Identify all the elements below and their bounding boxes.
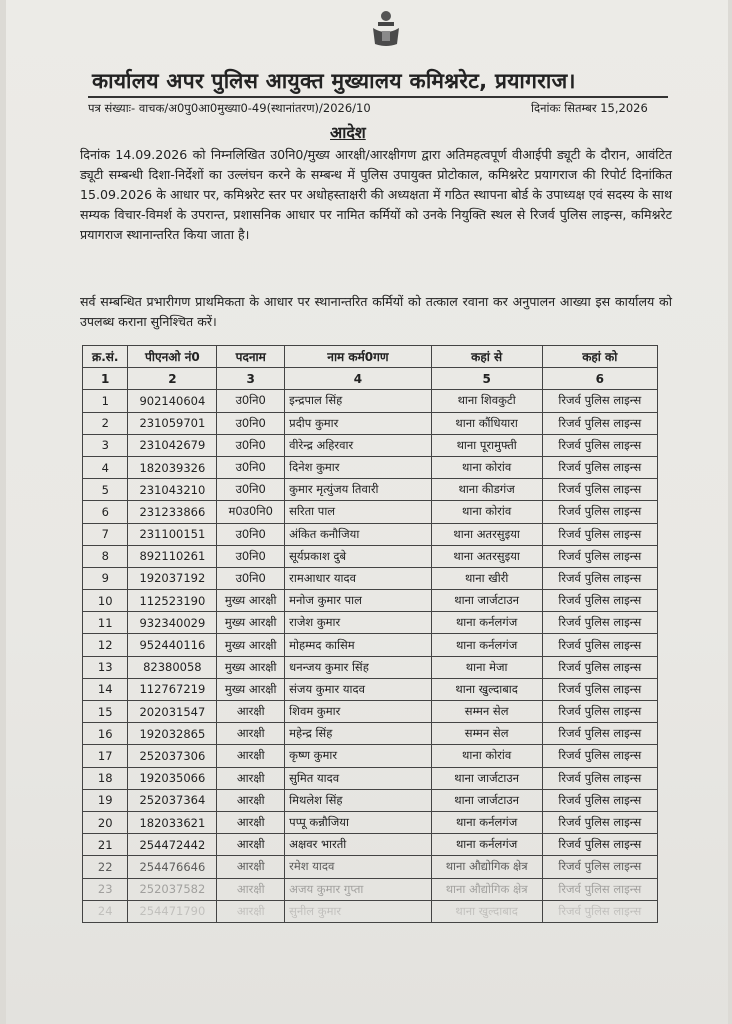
to-cell: रिजर्व पुलिस लाइन्स [542,834,657,856]
pno-cell: 231042679 [128,434,217,456]
rank-cell: आरक्षी [217,767,285,789]
name-cell: मोहम्मद कासिम [285,634,432,656]
to-cell: रिजर्व पुलिस लाइन्स [542,590,657,612]
to-cell: रिजर्व पुलिस लाइन्स [542,434,657,456]
table-row [83,545,658,567]
serial-cell: 8 [83,545,128,567]
pno-cell: 902140604 [128,390,217,412]
police-emblem-icon [367,6,405,48]
name-cell: रामआधार यादव [285,567,432,589]
to-cell: रिजर्व पुलिस लाइन्स [542,523,657,545]
name-cell: शिवम कुमार [285,701,432,723]
pno-cell: 252037306 [128,745,217,767]
name-cell: प्रदीप कुमार [285,412,432,434]
serial-cell: 23 [83,878,128,900]
to-cell: रिजर्व पुलिस लाइन्स [542,900,657,922]
from-cell: थाना कर्नलगंज [431,612,542,634]
to-cell: रिजर्व पुलिस लाइन्स [542,656,657,678]
pno-cell: 192035066 [128,767,217,789]
serial-cell: 21 [83,834,128,856]
to-cell: रिजर्व पुलिस लाइन्स [542,811,657,833]
colnum: 6 [542,368,657,390]
serial-cell: 20 [83,811,128,833]
table-row [83,656,658,678]
header-name: नाम कर्म0गण [285,346,432,368]
from-cell: थाना जार्जटाउन [431,590,542,612]
serial-cell: 3 [83,434,128,456]
to-cell: रिजर्व पुलिस लाइन्स [542,501,657,523]
rank-cell: उ0नि0 [217,567,285,589]
name-cell: रमेश यादव [285,856,432,878]
from-cell: थाना जार्जटाउन [431,767,542,789]
pno-cell: 231233866 [128,501,217,523]
to-cell: रिजर्व पुलिस लाइन्स [542,567,657,589]
pno-cell: 192032865 [128,723,217,745]
from-cell: थाना कर्नलगंज [431,634,542,656]
reference-number: पत्र संख्याः- वाचक/अ0पु0आ0मुख्या0-49(स्थानांतरण)/2026/10 [88,101,371,115]
to-cell: रिजर्व पुलिस लाइन्स [542,856,657,878]
name-cell: वीरेन्द्र अहिरवार [285,434,432,456]
to-cell: रिजर्व पुलिस लाइन्स [542,545,657,567]
from-cell: थाना कोरांव [431,456,542,478]
name-cell: मनोज कुमार पाल [285,590,432,612]
table-header-row [83,346,658,368]
to-cell: रिजर्व पुलिस लाइन्स [542,723,657,745]
from-cell: सम्मन सेल [431,701,542,723]
serial-cell: 4 [83,456,128,478]
rank-cell: आरक्षी [217,856,285,878]
from-cell: थाना कीडगंज [431,479,542,501]
pno-cell: 112523190 [128,590,217,612]
rank-cell: उ0नि0 [217,412,285,434]
name-cell: दिनेश कुमार [285,456,432,478]
to-cell: रिजर्व पुलिस लाइन्स [542,767,657,789]
pno-cell: 182033621 [128,811,217,833]
from-cell: सम्मन सेल [431,723,542,745]
pno-cell: 231043210 [128,479,217,501]
pno-cell: 252037364 [128,789,217,811]
order-paragraph-1: दिनांक 14.09.2026 को निम्नलिखित उ0नि0/मुख्य आरक्षी/आरक्षीगण द्वारा अतिमहत्वपूर्ण वीआईपी ड्यूटी के दौरान, आवंटित ड्यूटी सम्बन्धी दिशा-निर्देशों का उल्लंघन करने के सम्बन्ध में पुलिस उपायुक्त प्रोटोकाल, कमिश्नरेट प्रयागराज की रिपोर्ट दिनांकित 15.09.2026 के आधार पर, कमिश्नरेट स्तर पर अधोहस्ताक्षरी की अध्यक्षता में गठित स्थापना बोर्ड के उपाध्यक्ष एवं सदस्य के साथ सम्यक विचार-विमर्श के उपरान्त, प्रशासनिक आधार पर नामित कर्मियों को उनके नियुक्ति स्थल से रिजर्व पुलिस लाइन्स, कमिश्नरेट प्रयागराज स्थानान्तरित किया जाता है। [80,147,672,242]
rank-cell: उ0नि0 [217,434,285,456]
from-cell: थाना कोरांव [431,745,542,767]
table-row [83,723,658,745]
heading-underline [88,96,668,98]
serial-cell: 24 [83,900,128,922]
table-row [83,745,658,767]
pno-cell: 82380058 [128,656,217,678]
pno-cell: 252037582 [128,878,217,900]
name-cell: इन्द्रपाल सिंह [285,390,432,412]
table-row [83,701,658,723]
rank-cell: मुख्य आरक्षी [217,656,285,678]
pno-cell: 932340029 [128,612,217,634]
serial-cell: 19 [83,789,128,811]
from-cell: थाना औद्योगिक क्षेत्र [431,856,542,878]
pno-cell: 254476646 [128,856,217,878]
table-row [83,811,658,833]
rank-cell: म0उ0नि0 [217,501,285,523]
from-cell: थाना अतरसुइया [431,545,542,567]
table-row [83,590,658,612]
name-cell: सुमित यादव [285,767,432,789]
header-serial: क्र.सं. [83,346,128,368]
rank-cell: उ0नि0 [217,456,285,478]
name-cell: पप्पू कन्नौजिया [285,811,432,833]
name-cell: मिथलेश सिंह [285,789,432,811]
table-row [83,523,658,545]
table-row [83,390,658,412]
to-cell: रिजर्व पुलिस लाइन्स [542,390,657,412]
to-cell: रिजर्व पुलिस लाइन्स [542,634,657,656]
rank-cell: आरक्षी [217,811,285,833]
pno-cell: 952440116 [128,634,217,656]
from-cell: थाना कर्नलगंज [431,834,542,856]
colnum: 5 [431,368,542,390]
colnum: 1 [83,368,128,390]
rank-cell: आरक्षी [217,701,285,723]
pno-cell: 202031547 [128,701,217,723]
serial-cell: 10 [83,590,128,612]
name-cell: अंकित कनौजिया [285,523,432,545]
to-cell: रिजर्व पुलिस लाइन्स [542,678,657,700]
serial-cell: 18 [83,767,128,789]
pno-cell: 254472442 [128,834,217,856]
serial-cell: 17 [83,745,128,767]
office-heading: कार्यालय अपर पुलिस आयुक्त मुख्यालय कमिश्नरेट, प्रयागराज। [92,69,576,93]
table-row [83,878,658,900]
to-cell: रिजर्व पुलिस लाइन्स [542,456,657,478]
serial-cell: 5 [83,479,128,501]
from-cell: थाना शिवकुटी [431,390,542,412]
pno-cell: 182039326 [128,456,217,478]
table-body [83,390,658,923]
to-cell: रिजर्व पुलिस लाइन्स [542,878,657,900]
rank-cell: उ0नि0 [217,390,285,412]
serial-cell: 6 [83,501,128,523]
name-cell: कृष्ण कुमार [285,745,432,767]
name-cell: सरिता पाल [285,501,432,523]
name-cell: सुनील कुमार [285,900,432,922]
table-row [83,567,658,589]
table-row [83,789,658,811]
serial-cell: 13 [83,656,128,678]
header-to: कहां को [542,346,657,368]
to-cell: रिजर्व पुलिस लाइन्स [542,789,657,811]
rank-cell: मुख्य आरक्षी [217,590,285,612]
table-row [83,678,658,700]
rank-cell: मुख्य आरक्षी [217,634,285,656]
table-row [83,834,658,856]
column-number-row [83,368,658,390]
to-cell: रिजर्व पुलिस लाइन्स [542,479,657,501]
rank-cell: आरक्षी [217,789,285,811]
header-from: कहां से [431,346,542,368]
colnum: 4 [285,368,432,390]
rank-cell: उ0नि0 [217,523,285,545]
table-row [83,434,658,456]
name-cell: अक्षवर भारती [285,834,432,856]
from-cell: थाना कोरांव [431,501,542,523]
name-cell: महेन्द्र सिंह [285,723,432,745]
pno-cell: 254471790 [128,900,217,922]
serial-cell: 15 [83,701,128,723]
name-cell: अजय कुमार गुप्ता [285,878,432,900]
serial-cell: 14 [83,678,128,700]
colnum: 3 [217,368,285,390]
table-row [83,501,658,523]
from-cell: थाना जार्जटाउन [431,789,542,811]
rank-cell: उ0नि0 [217,479,285,501]
serial-cell: 22 [83,856,128,878]
pno-cell: 112767219 [128,678,217,700]
to-cell: रिजर्व पुलिस लाइन्स [542,745,657,767]
pno-cell: 231100151 [128,523,217,545]
rank-cell: आरक्षी [217,878,285,900]
from-cell: थाना खुल्दाबाद [431,678,542,700]
table-row [83,479,658,501]
table-row [83,767,658,789]
serial-cell: 12 [83,634,128,656]
rank-cell: आरक्षी [217,745,285,767]
rank-cell: मुख्य आरक्षी [217,612,285,634]
to-cell: रिजर्व पुलिस लाइन्स [542,612,657,634]
rank-cell: मुख्य आरक्षी [217,678,285,700]
order-title: आदेश [330,123,366,142]
from-cell: थाना पूरामुफ्ती [431,434,542,456]
serial-cell: 16 [83,723,128,745]
pno-cell: 892110261 [128,545,217,567]
table-row [83,612,658,634]
header-rank: पदनाम [217,346,285,368]
name-cell: सूर्यप्रकाश दुबे [285,545,432,567]
table-row [83,900,658,922]
name-cell: राजेश कुमार [285,612,432,634]
serial-cell: 2 [83,412,128,434]
to-cell: रिजर्व पुलिस लाइन्स [542,412,657,434]
to-cell: रिजर्व पुलिस लाइन्स [542,701,657,723]
serial-cell: 1 [83,390,128,412]
table-row [83,456,658,478]
pno-cell: 192037192 [128,567,217,589]
from-cell: थाना अतरसुइया [431,523,542,545]
rank-cell: आरक्षी [217,834,285,856]
header-pno: पीएनओ नं0 [128,346,217,368]
rank-cell: आरक्षी [217,723,285,745]
table-row [83,856,658,878]
order-paragraph-2: सर्व सम्बन्धित प्रभारीगण प्राथमिकता के आधार पर स्थानान्तरित कर्मियों को तत्काल रवाना कर अनुपालन आख्या इस कार्यालय को उपलब्ध कराना सुनिश्चित करें। [80,294,672,329]
name-cell: धनन्जय कुमार सिंह [285,656,432,678]
from-cell: थाना कर्नलगंज [431,811,542,833]
pno-cell: 231059701 [128,412,217,434]
rank-cell: आरक्षी [217,900,285,922]
serial-cell: 7 [83,523,128,545]
name-cell: संजय कुमार यादव [285,678,432,700]
name-cell: कुमार मृत्युंजय तिवारी [285,479,432,501]
from-cell: थाना खुल्दाबाद [431,900,542,922]
rank-cell: उ0नि0 [217,545,285,567]
from-cell: थाना औद्योगिक क्षेत्र [431,878,542,900]
from-cell: थाना कौंधियारा [431,412,542,434]
order-date: दिनांकः सितम्बर 15,2026 [531,101,648,115]
from-cell: थाना खीरी [431,567,542,589]
colnum: 2 [128,368,217,390]
serial-cell: 9 [83,567,128,589]
serial-cell: 11 [83,612,128,634]
table-row [83,634,658,656]
transfer-table [82,345,658,923]
table-row [83,412,658,434]
from-cell: थाना मेजा [431,656,542,678]
